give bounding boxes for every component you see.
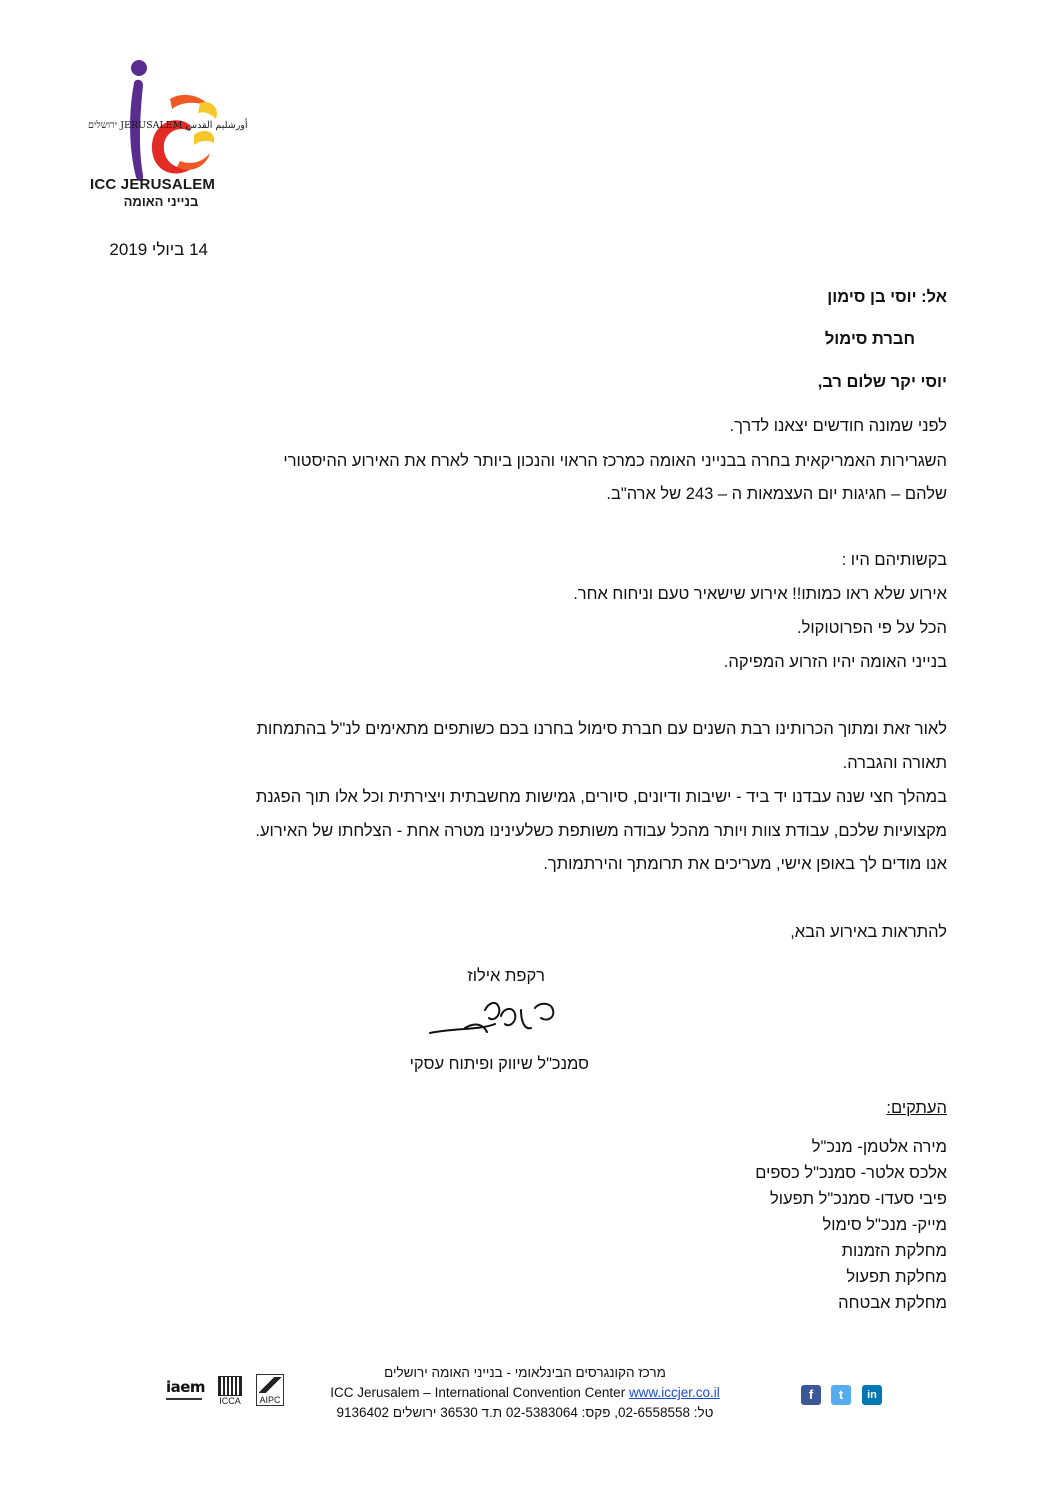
- cc-item: מחלקת הזמנות: [841, 1242, 947, 1260]
- twitter-icon[interactable]: t: [831, 1385, 851, 1405]
- body-line: בקשותיהם היו :: [841, 551, 947, 569]
- cc-heading: העתקים:: [886, 1099, 947, 1117]
- cc-item: פיבי סעדו- סמנכ"ל תפעול: [769, 1190, 947, 1208]
- body-line: תאורה והגברה.: [842, 754, 947, 772]
- facebook-icon[interactable]: f: [801, 1385, 821, 1405]
- body-line: שלהם – חגיגות יום העצמאות ה – 243 של ארה"ב.: [606, 485, 947, 503]
- cc-item: אלכס אלטר- סמנכ"ל כספים: [755, 1164, 947, 1182]
- closing-line: להתראות באירוע הבא,: [790, 923, 947, 941]
- signer-title: סמנכ"ל שיווק ופיתוח עסקי: [409, 1055, 589, 1073]
- cc-item: מירה אלטמן- מנכ"ל: [811, 1138, 947, 1156]
- logo-subtitle: בנייני האומה: [123, 194, 199, 209]
- greeting: יוסי יקר שלום רב,: [817, 373, 947, 391]
- cc-item: מייק- מנכ"ל סימול: [822, 1216, 947, 1234]
- cc-item: מחלקת אבטחה: [838, 1294, 947, 1312]
- body-line: בנייני האומה יהיו הזרוע המפיקה.: [723, 653, 947, 671]
- letter-date: 14 ביולי 2019: [109, 240, 208, 259]
- website-link[interactable]: www.iccjer.co.il: [628, 1385, 720, 1400]
- body-line: לאור זאת ומתוך הכרותינו רבת השנים עם חברת סימול בחרנו בכם כשותפים מתאימים לנ"ל בהתמחות: [256, 720, 947, 738]
- body-line: במהלך חצי שנה עבדנו יד ביד - ישיבות ודיונים, סיורים, גמישות מחשבתית ויצירתית וכל אלו תוך הפגנת: [255, 788, 947, 806]
- signer-name: רקפת אילוז: [467, 967, 545, 985]
- footer-contact: טל: 02-6558558, פקס: 02-5383064 ת.ד 36530 ירושלים 9136402: [336, 1405, 714, 1420]
- logo-title: ICC JERUSALEM: [90, 176, 216, 193]
- body-line: אנו מודים לך באופן אישי, מעריכים את תרומתך והירתמותך.: [543, 855, 947, 873]
- body-line: לפני שמונה חודשים יצאנו לדרך.: [729, 417, 947, 435]
- icca-logo: ICCA: [218, 1376, 242, 1406]
- recipient-company: חברת סימול: [824, 330, 915, 348]
- aipc-logo: AIPC: [256, 1374, 284, 1406]
- body-line: השגרירות האמריקאית בחרה בבנייני האומה כמרכז הראוי והנכון ביותר לארח את האירוע ההיסטורי: [283, 452, 947, 470]
- cc-item: מחלקת תפעול: [846, 1268, 947, 1286]
- handwritten-signature: [425, 988, 560, 1043]
- body-line: אירוע שלא ראו כמותו!! אירוע שישאיר טעם וניחוח אחר.: [573, 585, 947, 603]
- footer-org-hebrew: מרכז הקונגרסים הבינלאומי - בנייני האומה ירושלים: [384, 1365, 666, 1380]
- body-line: הכל על פי הפרוטוקול.: [797, 619, 947, 637]
- iaem-logo: iaem: [166, 1378, 206, 1406]
- linkedin-icon[interactable]: in: [862, 1385, 882, 1405]
- footer-org-english: [300, 1384, 750, 1402]
- recipient-to: אל: יוסי בן סימון: [827, 288, 947, 306]
- footer-org-english-text: ICC Jerusalem – International Convention Center: [330, 1385, 629, 1400]
- body-line: מקצועיות שלכם, עבודת צוות ויותר מהכל עבודה משותפת כשלעינינו מטרה אחת - הצלחתו של האירוע.: [255, 822, 947, 840]
- logo-cities-text: ירושלים JERUSALEM أورشليم القدس: [88, 120, 248, 131]
